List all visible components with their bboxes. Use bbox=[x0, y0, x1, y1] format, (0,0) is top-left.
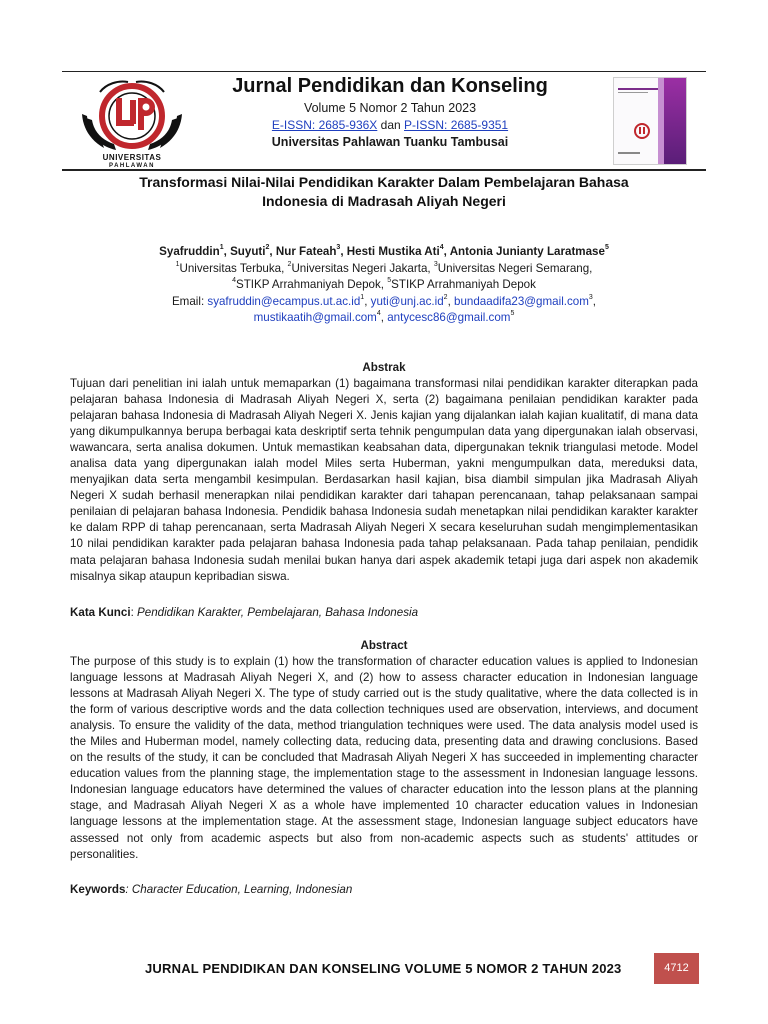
author-name: Syafruddin bbox=[159, 245, 220, 258]
abstract-body: The purpose of this study is to explain (1) how the transformation of character education values is applied to Indonesian language lessons at Madrasah Aliyah Negeri X, and (2) how to assess character education in Indonesian language lessons at Madrasah Aliyah Negeri X. The type of study carried out is the study qualitative, where the data collected is in the form of various descriptive words and the data collection techniques used are observation, interviews, and document analysis. To ensure the validity of the data, method triangulation techniques were used. The data analysis model used is the Miles and Huberman model, namely collecting data, reducing data, presenting data and drawing conclusions. Based on the results of the study, it can be concluded that Madrasah Aliyah Negeri X has succeeded in implementing character education values from the planning stage, the implementation stage to the assessment in Indonesian language lessons. Indonesian language educators have determined the values of character education into the lesson plans at the planning stage, and Madrasah Aliyah Negeri X as a whole have implemented 10 character education values in Indonesian language lessons at the implementation stage. At the assessment stage, Indonesian language subject educators have assessed not only from academic aspects but also from non-academic aspects such as students' attitudes or personalities. bbox=[70, 655, 698, 861]
author-name: Antonia Junianty Laratmase bbox=[449, 245, 605, 258]
author-name: Nur Fateah bbox=[275, 245, 337, 258]
email-sup: 3 bbox=[588, 294, 593, 302]
email-sup: 4 bbox=[376, 310, 381, 318]
keywords-separator: : bbox=[130, 606, 138, 619]
affil-sup: 4 bbox=[232, 277, 236, 285]
email-link[interactable]: mustikaatih@gmail.com bbox=[253, 311, 377, 324]
abstrak-heading: Abstrak bbox=[362, 361, 406, 374]
email-link[interactable]: bundaadifa23@gmail.com bbox=[454, 295, 589, 308]
journal-issn-line bbox=[200, 117, 580, 133]
affiliation: Universitas Terbuka, bbox=[179, 262, 288, 275]
keywords bbox=[70, 882, 698, 898]
email-sup: 2 bbox=[443, 294, 448, 302]
emails-line-1: Email: $syafruddin@ecampus.ut.ac.id^1$, $yuti@unj.ac.id^2$, bundaadifa23@gmail.com$^3$, bbox=[171, 294, 597, 308]
keywords-value: Character Education, Learning, Indonesian bbox=[131, 883, 353, 896]
logo-line-2: PAHLAWAN bbox=[109, 163, 155, 169]
affiliation: Universitas Negeri Semarang, bbox=[437, 262, 593, 275]
issn-joiner: dan bbox=[380, 118, 401, 132]
logo-wordmark bbox=[78, 154, 186, 170]
kata-kunci bbox=[70, 605, 698, 621]
email-link[interactable]: syafruddin@ecampus.ut.ac.id bbox=[207, 295, 361, 308]
header-bottom-rule bbox=[62, 169, 706, 171]
author-sup: 4 bbox=[439, 244, 444, 252]
affil-sup: 2 bbox=[287, 261, 292, 269]
author-emails bbox=[90, 294, 678, 326]
keywords-label: Keywords bbox=[70, 883, 126, 896]
cover-title-bar bbox=[618, 88, 662, 90]
journal-volume: Volume 5 Nomor 2 Tahun 2023 bbox=[303, 101, 477, 115]
affiliations-line-1 bbox=[90, 261, 678, 277]
email-link[interactable]: yuti@unj.ac.id bbox=[370, 295, 444, 308]
author-name: Hesti Mustika Ati bbox=[346, 245, 440, 258]
keywords-label: Kata Kunci bbox=[70, 606, 131, 619]
eissn-link[interactable]: E-ISSN: 2685-936X bbox=[271, 118, 378, 132]
emails-line-2: mustikaatih@gmail.com$^4$, antycesc86@gmail.com$^5$ bbox=[253, 310, 515, 324]
logo-line-1: UNIVERSITAS bbox=[102, 153, 162, 162]
author-sup: 1 bbox=[219, 244, 224, 252]
header-top-rule bbox=[62, 71, 706, 72]
running-footer: JURNAL PENDIDIKAN DAN KONSELING VOLUME 5 NOMOR 2 TAHUN 2023 bbox=[145, 961, 622, 976]
pissn-link[interactable]: P-ISSN: 2685-9351 bbox=[404, 118, 509, 132]
keywords-value: Pendidikan Karakter, Pembelajaran, Bahasa Indonesia bbox=[137, 606, 419, 619]
article-title bbox=[90, 173, 678, 211]
keywords-separator: : bbox=[125, 883, 132, 896]
affiliations-line-2 bbox=[90, 277, 678, 293]
article-title-line-2: Indonesia di Madrasah Aliyah Negeri bbox=[262, 193, 506, 209]
affiliation: STIKP Arrahmaniyah Depok bbox=[391, 278, 536, 291]
author-sup: 5 bbox=[604, 244, 609, 252]
author-sup: 3 bbox=[336, 244, 341, 252]
affil-sup: 1 bbox=[175, 261, 180, 269]
affil-sup: 5 bbox=[387, 277, 392, 285]
page-number: 4712 bbox=[654, 953, 699, 984]
email-label: Email: bbox=[171, 295, 208, 308]
affiliation: STIKP Arrahmaniyah Depok, bbox=[235, 278, 388, 291]
cover-subtitle-bar bbox=[618, 92, 648, 93]
abstrak-body: Tujuan dari penelitian ini ialah untuk memaparkan (1) bagaimana transformasi nilai pendidikan karakter diterapkan pada pelajaran bahasa Indonesia di Madrasah Aliyah Negeri X, serta (2) bagaimana penilaian pendidikan karakter pada pelajaran bahasa Indonesia di Madrasah Aliyah Negeri X. Jenis kajian yang dijalankan ialah kajian kualitatif, di mana data yang dikumpulkannya berupa berbagai kata deskriptif serta tehnik pengumpulan data yang dipergunakan ialah observasi, wawancara, serta analisa dokumen. Untuk memastikan keabsahan data, dipergunakan teknik triangulasi metode. Model analisa data yang dipergunakan ialah model Miles serta Huberman, yakni mengumpulkan data, mereduksi data, menyajikan data serta mengambil kesimpulan. Berdasarkan hasil kajian, bisa diambil simpulan jika Madrasah Aliyah Negeri X sudah berhasil menerapkan nilai pendidikan karakter dari tahapan perencanaan, tahap pelaksanaan sampai penilaian di pelajaran bahasa Indonesia. Pendidik bahasa Indonesia sudah menetapkan nilai pendidikan karakter karakter ke dalam RPP di tahap perencanaan, serta Madrasah Aliyah Negeri X secara keseluruhan sudah mengimplementasikan 10 nilai pendidikan karakter pada pelajaran bahasa Indonesia pada tahap pelaksanaan. Pada tahap penilaian, pendidik mata pelajaran bahasa Indonesia sudah menilai bukan hanya dari aspek akademik tetapi juga dari aspek non akademik misalnya sikap ataupun kepribadian siswa. bbox=[70, 377, 698, 583]
abstract-heading: Abstract bbox=[360, 639, 408, 652]
cover-purple-band bbox=[664, 78, 686, 164]
cover-footer-bar bbox=[618, 152, 640, 154]
affil-sup: 3 bbox=[433, 261, 438, 269]
journal-title: Jurnal Pendidikan dan Konseling bbox=[232, 75, 548, 97]
email-sup: 1 bbox=[360, 294, 365, 302]
article-title-line-1: Transformasi Nilai-Nilai Pendidikan Karakter Dalam Pembelajaran Bahasa bbox=[139, 174, 629, 190]
cover-logo-icon bbox=[632, 122, 652, 140]
publisher-university: Universitas Pahlawan Tuanku Tambusai bbox=[271, 135, 509, 149]
email-link[interactable]: antycesc86@gmail.com bbox=[387, 311, 511, 324]
affiliation: Universitas Negeri Jakarta, bbox=[291, 262, 434, 275]
author-list: Syafruddin$^1$, Suyuti$^2$, Nur Fateah$^3$, Hesti Mustika Ati$^4$, Antonia Junianty Laratmase$^5$ bbox=[159, 244, 609, 258]
author-sup: 2 bbox=[265, 244, 270, 252]
author-name: Suyuti bbox=[230, 245, 266, 258]
journal-cover-thumbnail bbox=[613, 77, 687, 165]
email-sup: 5 bbox=[510, 310, 515, 318]
